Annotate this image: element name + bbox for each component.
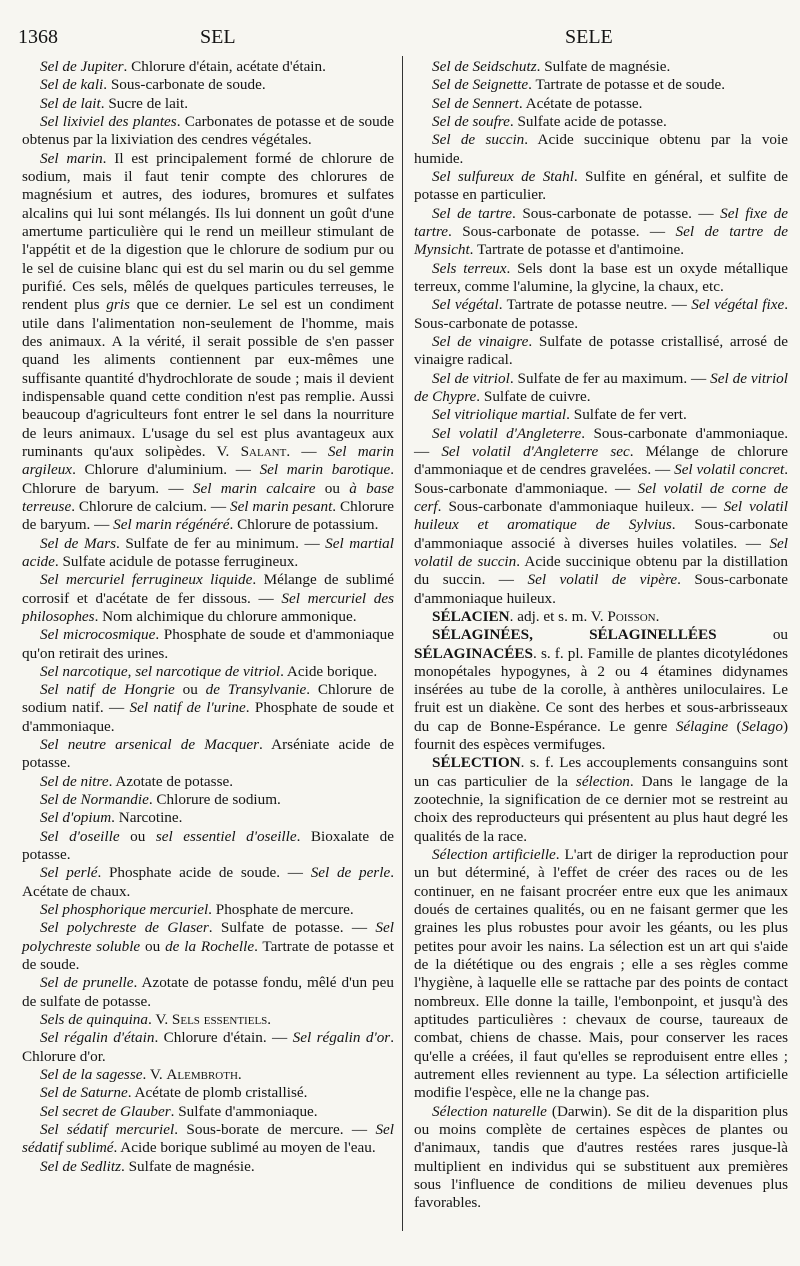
entry-text: . Sulfate acide de potasse.: [509, 112, 667, 130]
entry-term: de Transylvanie: [205, 681, 307, 699]
entry-term: Sel de Seignette: [432, 76, 529, 94]
entry-term: Sel de Saturne: [40, 1084, 128, 1102]
entry-term: Sel natif de l'urine: [129, 699, 246, 717]
dictionary-entry: [414, 425, 788, 608]
right-column: [414, 58, 788, 1213]
entry-term: Sel marin pesant: [229, 497, 333, 515]
entry-text: . Sulfate de fer au maximum. —: [509, 369, 711, 387]
running-header: [0, 26, 800, 56]
entry-text: . L'art de diriger la reproduction pour un but déterminé, à l'effet de créer des races ou de les continuer, en ne faisant procréer entre eux que les animaux doués de certaines qualités, ou en ne faisant germer que les graines les plus robustes pour avoir les géants, ou les plus petites pour avoir les nains. La sélection est un art qui s'aide de la diététique ou des engrais ; elle a ses règles comme l'hygiène, à laquelle elle se rattache par des points de contact nombreux. Elle donne la taille, l'embonpoint, et jusqu'à des aptitudes particulières : chevaux de course, taureaux de combat, chiens de chasse. Mais, pour conserver les races qu'elle a créées, il faut qu'elles se reproduisent entre elles ; autrement elles reviennent au type. La sélection artificielle modifie l'espèce, elle ne la change pas.: [414, 846, 788, 1102]
entry-text: .: [267, 1011, 272, 1029]
dictionary-entry: [414, 168, 788, 205]
entry-text: . Sous-carbonate d'ammoniaque huileux.: [414, 571, 789, 607]
entry-term: Sel volatil d'Angleterre sec: [441, 442, 630, 460]
dictionary-entry: [414, 76, 788, 94]
entry-term: Sel vitriolique martial: [432, 406, 567, 424]
entry-text: . Azotate de potasse.: [108, 772, 234, 790]
entry-text: . Sulfate de fer au minimum. —: [116, 534, 326, 552]
entry-text: . Chlorure de baryum. —: [22, 497, 394, 534]
entry-term: Sel marin argileux: [22, 442, 395, 479]
entry-text: . Sulfate de fer vert.: [566, 406, 687, 424]
entry-text: . Chlorure de sodium natif. —: [22, 681, 395, 717]
entry-text: (Darwin). Se dit de la disparition plus ou moins complète de certaines espèces de plantes ou d'animaux, tandis que d'autres restées rares jusque-là multiplient en individus qui se substituent aux premières sous l'influence de conditions de milieu devenues plus favorables.: [414, 1102, 788, 1212]
entry-term: Sel de kali: [40, 76, 104, 94]
page-number: 1368: [18, 26, 58, 48]
entry-text: . Sous-carbonate d'ammoniaque associé à diverses huiles volatiles. —: [414, 516, 789, 552]
entry-term: Sel de prunelle: [40, 974, 134, 992]
dictionary-entry: [22, 1158, 394, 1176]
dictionary-entry: [22, 791, 394, 809]
entry-text: . Chlorure de sodium.: [148, 791, 281, 809]
entry-term: Sel marin barotique: [259, 461, 391, 479]
dictionary-entry: [414, 1103, 788, 1213]
entry-term: Sel microcosmique: [40, 626, 156, 644]
entry-text: . Acétate de chaux.: [22, 864, 394, 900]
entry-term: Sel de tartre: [432, 204, 512, 222]
entry-text: . Sulfate de potasse cristallisé, arrosé de vinaigre radical.: [414, 332, 788, 369]
dictionary-entry: [414, 95, 788, 113]
entry-text: .: [237, 1066, 242, 1084]
entry-text: . Tartrate de potasse et d'antimoine.: [469, 241, 685, 259]
entry-text: . Chlorure d'or.: [22, 1029, 394, 1065]
entry-text: ou: [174, 681, 206, 699]
entry-term: Sel volatil de succin: [414, 534, 788, 570]
entry-text: . Sels dont la base est un oxyde métallique terreux, comme l'alumine, la glycine, la chaux, etc.: [414, 259, 788, 295]
entry-text: (: [728, 717, 742, 735]
entry-term: Sel de Mars: [40, 534, 117, 552]
entry-text: . Acétate de potasse.: [518, 94, 643, 112]
entry-text: . Arséniate acide de potasse.: [22, 736, 394, 772]
entry-text: . Tartrate de potasse et de soude.: [22, 937, 394, 974]
entry-term: Sel volatil de vipère: [527, 571, 678, 589]
entry-text: . Sous-borate de mercure. —: [174, 1121, 376, 1139]
entry-term: Sel marin: [40, 149, 103, 167]
entry-term: Sel mercuriel ferrugineux liquide: [40, 571, 253, 589]
entry-text: . —: [286, 442, 328, 460]
dictionary-entry: [414, 846, 788, 1103]
dictionary-entry: [22, 571, 394, 626]
entry-text: . Acide borique.: [280, 662, 378, 680]
dictionary-entry: [22, 58, 394, 76]
entry-text: . Chlorure de baryum. —: [22, 461, 394, 497]
dictionary-entry: [22, 1029, 394, 1066]
entry-term: Sel polychreste soluble: [22, 919, 394, 955]
entry-text: . Sulfite en général, et sulfite de potasse en particulier.: [414, 167, 788, 204]
dictionary-entry: [22, 663, 394, 681]
right-guide-word: SELE: [565, 26, 613, 48]
dictionary-entry: [22, 901, 394, 919]
dictionary-entry: [22, 773, 394, 791]
entry-text: . Azotate de potasse fondu, mêlé d'un peu de sulfate de potasse.: [22, 974, 394, 1010]
entry-term: Sélection naturelle: [432, 1102, 547, 1120]
entry-term: Sel volatil concret: [674, 461, 785, 479]
entry-term: Sel de la sagesse: [40, 1066, 143, 1084]
entry-term: Sel marin calcaire: [192, 479, 316, 497]
entry-text: .: [655, 607, 660, 625]
entry-text: . Phosphate de soude et d'ammoniaque qu'on retirait des urines.: [22, 626, 394, 662]
entry-term: Sel régalin d'étain: [40, 1029, 155, 1047]
entry-text: . Sulfate de magnésie.: [536, 58, 671, 75]
entry-term: Sélagine: [675, 717, 729, 735]
entry-text: . adj. et s. m. V.: [509, 607, 608, 625]
entry-term: Sel fixe de tartre: [414, 204, 789, 240]
entry-text: . Mélange de chlorure d'ammoniaque et de cendres gravelées. —: [414, 442, 788, 479]
entry-text: . Sous-carbonate de potasse. —: [448, 222, 676, 240]
entry-headword: SÉLAGINACÉES: [414, 644, 534, 662]
entry-text: ou: [119, 827, 156, 845]
entry-text: . Tartrate de potasse neutre. —: [498, 296, 692, 314]
entry-term: Sel végétal fixe: [691, 296, 785, 314]
dictionary-entry: [22, 736, 394, 773]
entry-text: que ce dernier. Le sel est un condiment utile dans l'alimentation non-seulement de l'homme, mais des animaux. A la vérité, il serait possible de s'en passer quand les aliments contiennent par eux-mêmes une suffisante quantité d'hydrochlorate de soude ; mais il devient indispensable quand cette condition n'est pas remplie. Aussi beaucoup d'agriculteurs font entrer le sel dans la nourriture de leurs animaux. L'usage du sel est plus avantageux aux ruminants qu'aux solipèdes. V.: [22, 296, 395, 460]
dictionary-entry: [22, 1084, 394, 1102]
entry-text: . Phosphate de soude et d'ammoniaque.: [22, 699, 394, 735]
entry-text: . Sulfate de potasse. —: [208, 919, 376, 937]
entry-text: ,: [127, 662, 136, 680]
entry-text: . Dans le langage de la zootechnie, la signification de ce dernier mot se restreint au choix des reproducteurs qui présentent au plus haut degré les qualités de la race.: [414, 772, 788, 845]
entry-term: Sel de Jupiter: [40, 58, 124, 75]
entry-term: Sel sédatif mercuriel: [40, 1121, 175, 1139]
entry-term: Sel lixiviel des plantes: [40, 112, 177, 130]
entry-text: . Sulfate d'ammoniaque.: [170, 1102, 318, 1120]
entry-term: sélection: [575, 772, 630, 790]
dictionary-entry: [414, 113, 788, 131]
entry-text: . Acide succinique obtenu par la voie humide.: [414, 131, 788, 167]
entry-text: . Sulfate de cuivre.: [476, 387, 591, 405]
entry-term: Sel de Sedlitz: [40, 1157, 121, 1175]
entry-headword: SÉLAGINÉES, SÉLAGINELLÉES: [432, 626, 717, 644]
entry-text: . s. f. Les accouplements consanguins sont un cas particulier de la: [414, 754, 788, 790]
entry-term: Sel natif de Hongrie: [40, 681, 175, 699]
entry-text: . V.: [142, 1066, 167, 1084]
left-guide-word: SEL: [200, 26, 236, 48]
dictionary-entry: [22, 150, 394, 535]
dictionary-entry: [22, 864, 394, 901]
entry-term: Sel marin régénéré: [113, 516, 230, 534]
dictionary-entry: [22, 76, 394, 94]
dictionary-entry: [22, 535, 394, 572]
dictionary-entry: [414, 754, 788, 846]
dictionary-entry: [22, 1121, 394, 1158]
entry-text: . Sous-carbonate de potasse. —: [512, 204, 721, 222]
entry-term: Sel d'oseille: [40, 827, 120, 845]
entry-text: . Carbonates de potasse et de soude obtenus par la lixiviation des cendres végétales.: [22, 112, 394, 149]
entry-text: . Mélange de sublimé corrosif et d'acétate de fer dissous. —: [22, 571, 394, 607]
dictionary-entry: [22, 974, 394, 1011]
entry-term: Sel de Seidschutz: [432, 58, 537, 75]
entry-term: Sel perlé: [40, 864, 98, 882]
entry-text: . Chlorure d'aluminium. —: [72, 461, 260, 479]
entry-text: . Sous-carbonate de potasse.: [414, 296, 789, 332]
dictionary-entry: [22, 919, 394, 974]
entry-term: Sel de vitriol: [432, 369, 510, 387]
dictionary-entry: [414, 205, 788, 260]
entry-term: Sel secret de Glauber: [40, 1102, 171, 1120]
entry-text: Sels essentiels: [171, 1011, 268, 1029]
entry-term: Sel polychreste de Glaser: [40, 919, 209, 937]
entry-term: Sel végétal: [432, 296, 499, 314]
dictionary-entry: [414, 333, 788, 370]
dictionary-entry: [22, 95, 394, 113]
dictionary-entry: [414, 131, 788, 168]
entry-term: Sels terreux: [432, 259, 507, 277]
entry-term: sel essentiel d'oseille: [155, 827, 297, 845]
dictionary-entry: [414, 406, 788, 424]
dictionary-entry: [22, 828, 394, 865]
entry-text: . Sulfate acidule de potasse ferrugineux.: [54, 552, 299, 570]
entry-text: . Bioxalate de potasse.: [22, 827, 395, 864]
dictionary-entry: [22, 626, 394, 663]
entry-term: Sel volatil huileux et aromatique de Sylvius: [414, 497, 788, 534]
dictionary-entry: [22, 113, 394, 150]
entry-text: . Acide succinique obtenu par la distillation du succin. —: [414, 552, 788, 589]
dictionary-entry: [414, 626, 788, 754]
entry-term: sel narcotique de vitriol: [135, 662, 281, 680]
entry-text: . Sous-carbonate d'ammoniaque huileux. —: [437, 497, 724, 515]
entry-text: . Narcotine.: [111, 809, 183, 827]
entry-term: Sel sédatif sublimé: [22, 1121, 394, 1157]
entry-text: . Tartrate de potasse et de soude.: [528, 76, 726, 94]
entry-term: Sel de nitre: [40, 772, 109, 790]
entry-text: . V.: [148, 1011, 172, 1029]
entry-term: Sélection artificielle: [432, 846, 556, 864]
entry-text: ) fournit des espèces vermifuges.: [414, 717, 788, 754]
column-divider: [402, 56, 403, 1231]
entry-term: Sel mercuriel des philosophes: [22, 589, 395, 625]
entry-term: Sel narcotique: [40, 662, 128, 680]
dictionary-entry: [22, 1011, 394, 1029]
entry-term: Sel d'opium: [40, 809, 112, 827]
entry-term: à base terreuse: [22, 479, 395, 515]
entry-term: Sel martial acide: [22, 534, 394, 570]
entry-text: . Acétate de plomb cristallisé.: [127, 1084, 308, 1102]
entry-headword: SÉLECTION: [432, 754, 521, 772]
entry-text: ou: [716, 626, 788, 644]
entry-text: . Sulfate de magnésie.: [120, 1157, 255, 1175]
entry-term: Sel de vitriol de Chypre: [414, 369, 788, 405]
entry-term: Sel de lait: [40, 94, 101, 112]
entry-text: . Chlorure de calcium. —: [71, 497, 230, 515]
dictionary-entry: [414, 608, 788, 626]
entry-term: Sel de soufre: [432, 112, 510, 130]
dictionary-entry: [414, 58, 788, 76]
dictionary-entry: [22, 1103, 394, 1121]
entry-text: . Chlorure d'étain, acétate d'étain.: [123, 58, 326, 75]
entry-term: Sel de Sennert: [432, 94, 519, 112]
entry-text: Salant: [240, 442, 287, 460]
dictionary-entry: [414, 260, 788, 297]
dictionary-entry: [22, 1066, 394, 1084]
entry-term: Sel de Normandie: [40, 791, 149, 809]
entry-term: Sel régalin d'or: [292, 1029, 391, 1047]
entry-term: de la Rochelle: [165, 937, 255, 955]
entry-text: . Sous-carbonate de soude.: [103, 76, 266, 94]
entry-text: ou: [140, 937, 166, 955]
entry-term: Sel volatil de corne de cerf: [414, 479, 788, 515]
entry-term: Selago: [741, 717, 783, 735]
entry-text: . Chlorure de potassium.: [229, 516, 379, 534]
entry-text: . Phosphate acide de soude. —: [97, 864, 311, 882]
entry-text: . Sous-carbonate d'ammoniaque. —: [414, 461, 788, 497]
dictionary-entry: [414, 370, 788, 407]
entry-text: . Chlorure d'étain. —: [154, 1029, 293, 1047]
entry-term: Sel volatil d'Angleterre: [432, 424, 582, 442]
dictionary-entry: [414, 296, 788, 333]
entry-text: ou: [315, 479, 350, 497]
entry-term: gris: [106, 296, 130, 314]
entry-term: Sel sulfureux de Stahl: [432, 167, 574, 185]
left-column: [22, 58, 394, 1176]
entry-term: Sels de quinquina: [40, 1011, 148, 1029]
entry-text: . Nom alchimique du chlorure ammonique.: [94, 607, 357, 625]
entry-term: Sel de perle: [310, 864, 391, 882]
entry-text: . Sous-carbonate d'ammoniaque. —: [414, 424, 788, 460]
dictionary-entry: [22, 809, 394, 827]
dictionary-entry: [22, 681, 394, 736]
entry-term: Sel de tartre de Mynsicht: [414, 222, 788, 259]
entry-headword: SÉLACIEN: [432, 607, 510, 625]
entry-text: . Il est principalement formé de chlorure de sodium, mais il faut tenir compte des chlorures de magnésium et autres, des iodures, bromures et sulfates alcalins qui lui sont mélangés. Ils lui donnent un goût d'une amertume particulière qui le rend un meilleur stimulant de l'appétit et de la digestion que le chlorure de sodium pur ou le sel de cuisine blanc qui est du sel marin ou du sel gemme purifié. Ces sels, mêlés de quelques particules terreuses, le rendent plus: [22, 149, 394, 314]
entry-text: . Phosphate de mercure.: [208, 901, 354, 919]
entry-text: Poisson: [607, 607, 656, 625]
entry-term: Sel neutre arsenical de Macquer: [40, 736, 260, 754]
entry-text: . Acide borique sublimé au moyen de l'eau.: [113, 1139, 376, 1157]
entry-text: Alembroth: [166, 1066, 238, 1084]
entry-term: Sel de vinaigre: [432, 332, 529, 350]
entry-text: . Sucre de lait.: [100, 94, 189, 112]
entry-term: Sel de succin: [432, 131, 525, 149]
entry-term: Sel phosphorique mercuriel: [40, 901, 209, 919]
entry-text: . s. f. pl. Famille de plantes dicotylédones monopétales hypogynes, à 2 ou 4 étamines didynames insérées au tube de la corolle, à anthères uniloculaires. Le fruit est un diakène. Ce sont des herbes et sous-arbrisseaux du cap de Bonne-Espérance. Le genre: [414, 644, 788, 735]
